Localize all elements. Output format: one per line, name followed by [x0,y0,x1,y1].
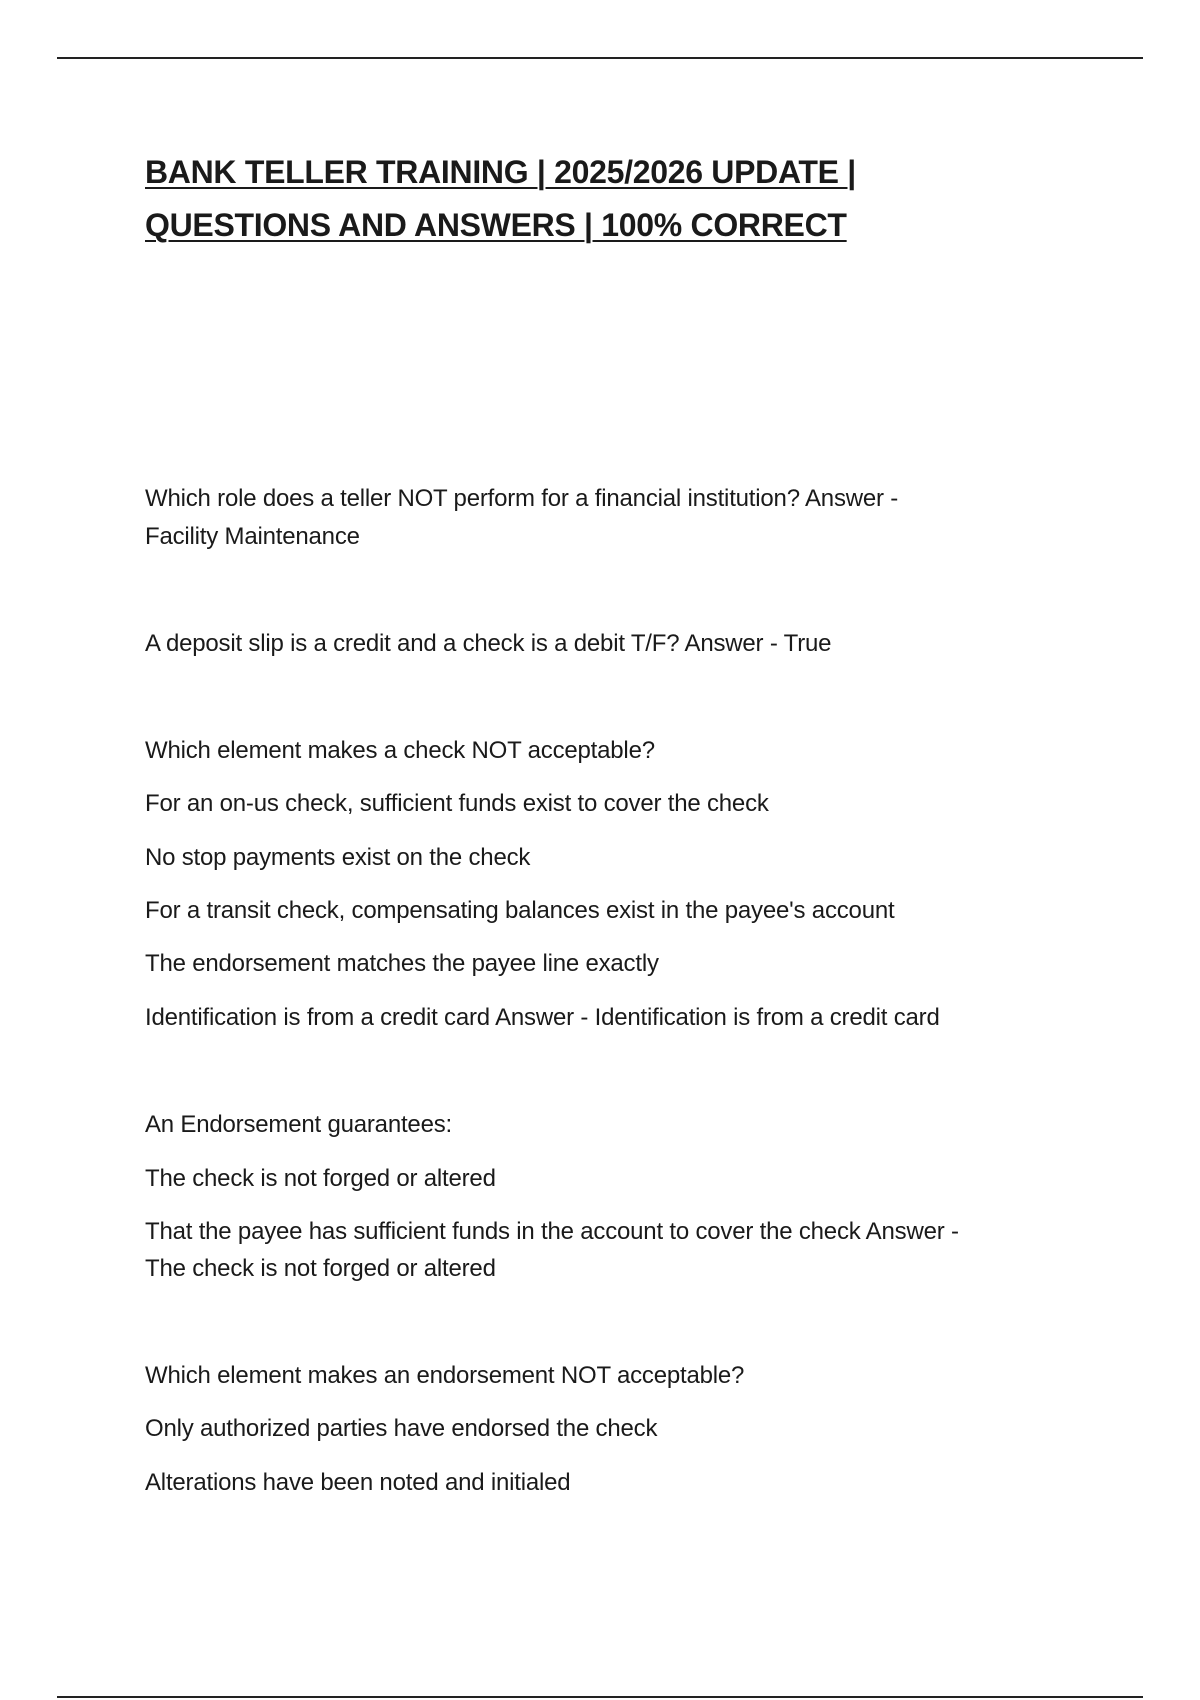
q5-question: Which element makes an endorsement NOT acceptable? [145,1362,745,1389]
q3-option-5: Identification is from a credit card Answer - Identification is from a credit card [145,1004,940,1031]
header-rule [57,57,1143,59]
q4-option-2-line-2: The check is not forged or altered [145,1255,496,1282]
q3-option-4: The endorsement matches the payee line exactly [145,950,659,977]
title-line-2: QUESTIONS AND ANSWERS | 100% CORRECT [145,207,847,243]
title-line-1: BANK TELLER TRAINING | 2025/2026 UPDATE | [145,154,856,190]
q3-option-3: For a transit check, compensating balances exist in the payee's account [145,897,895,924]
q3-option-2: No stop payments exist on the check [145,844,531,871]
q2-line-1: A deposit slip is a credit and a check is a debit T/F? Answer - True [145,630,832,657]
q5-option-1: Only authorized parties have endorsed the check [145,1415,658,1442]
q5-option-2: Alterations have been noted and initialed [145,1469,571,1496]
q1-line-2: Facility Maintenance [145,523,360,550]
q4-question: An Endorsement guarantees: [145,1111,452,1138]
q4-option-1: The check is not forged or altered [145,1165,496,1192]
q3-option-1: For an on-us check, sufficient funds exist to cover the check [145,790,769,817]
page-title [145,146,1045,252]
q3-question: Which element makes a check NOT acceptable? [145,737,655,764]
q4-option-2-line-1: That the payee has sufficient funds in the account to cover the check Answer - [145,1218,959,1245]
footer-rule [57,1696,1143,1698]
q1-line-1: Which role does a teller NOT perform for a financial institution? Answer - [145,485,899,512]
